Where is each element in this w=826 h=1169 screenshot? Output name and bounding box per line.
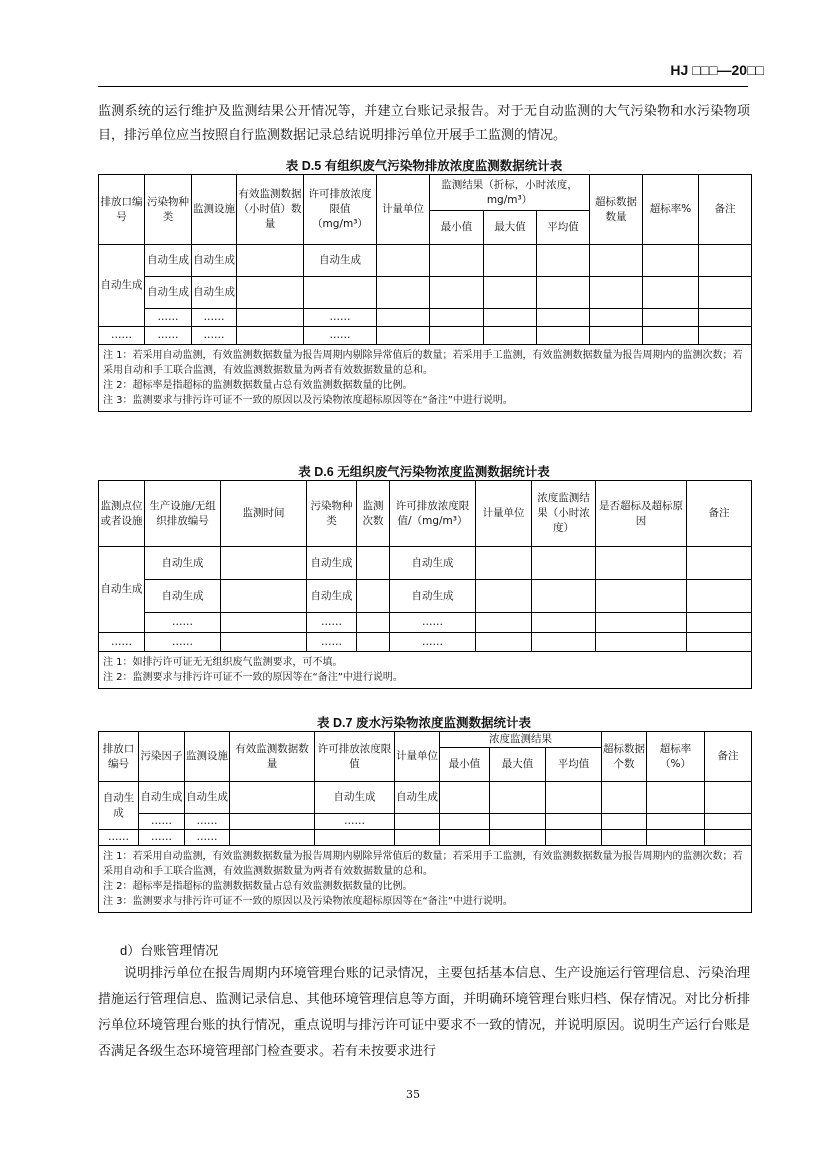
d5-cell-auto: 自动生成 [304,245,377,277]
d7-header-unit: 计量单位 [395,732,440,782]
d5-cell-ellipsis: …… [99,327,145,345]
table-row [99,633,752,652]
d7-header-min: 最小值 [440,748,490,782]
d5-cell-ellipsis: …… [192,327,237,345]
d6-header-unit: 计量单位 [476,481,532,547]
d5-cell-ellipsis: …… [145,309,192,327]
standard-code: HJ □□□—20□□ [670,62,764,78]
section-d-title: d）台账管理情况 [120,943,219,958]
d7-cell-ellipsis: …… [315,814,395,830]
d7-cell-ellipsis: …… [99,830,139,846]
d5-header-result: 监测结果（折标，小时浓度，mg/m³） [430,175,590,211]
d5-header-valid-count: 有效监测数据（小时值）数量 [237,175,304,245]
d6-cell-auto: 自动生成 [145,547,221,580]
d5-header-remark: 备注 [699,175,752,245]
d7-header-pollutant: 污染因子 [139,732,185,782]
d6-cell-ellipsis: …… [307,633,357,652]
d7-header-max: 最大值 [490,748,546,782]
d6-header-exceed: 是否超标及超标原因 [596,481,687,547]
d5-header-avg: 平均值 [537,211,590,245]
d7-header-exceed-count: 超标数据个数 [602,732,647,782]
d6-cell-ellipsis: …… [145,613,221,633]
d6-header-location: 监测点位或者设施 [99,481,145,547]
d5-cell-ellipsis: …… [304,327,377,345]
d7-note-2: 注 2：超标率是指超标的监测数据数量占总有效监测数据数量的比例。 [103,881,413,892]
d6-cell-ellipsis: …… [390,613,476,633]
table-row [99,309,752,327]
table-row [99,580,752,613]
header-rule [98,86,748,87]
d5-cell-ellipsis: …… [192,309,237,327]
d6-cell-auto: 自动生成 [390,580,476,613]
d6-header-time: 监测时间 [221,481,307,547]
d7-cell-auto: 自动生成 [395,782,440,814]
table-row [99,830,752,846]
d6-header-facility-no: 生产设施/无组织排放编号 [145,481,221,547]
d7-cell-auto: 自动生成 [185,782,230,814]
table-row [99,245,752,277]
d6-cell-auto: 自动生成 [307,547,357,580]
d7-cell-ellipsis: …… [139,814,185,830]
d6-header-limit: 许可排放浓度限值/（mg/m³） [390,481,476,547]
d6-cell-auto: 自动生成 [307,580,357,613]
d6-cell-ellipsis: …… [390,633,476,652]
d6-note-2: 注 2：监测要求与排污许可证不一致的原因等在“备注”中进行说明。 [103,672,403,683]
table-row [99,814,752,830]
d7-header-outlet: 排放口编号 [99,732,139,782]
d5-header-unit: 计量单位 [377,175,430,245]
d7-header-exceed-rate: 超标率（%） [647,732,705,782]
d6-cell-ellipsis: …… [307,613,357,633]
table-d7 [98,731,752,913]
d5-header-exceed-rate: 超标率% [643,175,699,245]
d6-cell-ellipsis: …… [145,633,221,652]
d5-header-min: 最小值 [430,211,484,245]
intro-paragraph: 监测系统的运行维护及监测结果公开情况等，并建立台账记录报告。对于无自动监测的大气污染物和水污染物项目，排污单位应当按照自行监测数据记录总结说明排污单位开展手工监测的情况。 [98,104,750,143]
d5-cell-auto: 自动生成 [145,245,192,277]
d7-note-3: 注 3：监测要求与排污许可证不一致的原因以及污染物浓度超标原因等在“备注”中进行说明。 [103,896,513,907]
d5-note-3: 注 3：监测要求与排污许可证不一致的原因以及污染物浓度超标原因等在“备注”中进行说明。 [103,395,513,406]
d6-cell-auto: 自动生成 [145,580,221,613]
d7-header-remark: 备注 [705,732,752,782]
table-d5-caption: 表 D.5 有组织废气污染物排放浓度监测数据统计表 [285,159,563,173]
d5-cell-ellipsis: …… [145,327,192,345]
d6-note-1: 注 1：如排污许可证无无组织废气监测要求，可不填。 [103,657,343,668]
d5-cell-auto: 自动生成 [192,277,237,309]
table-d5 [98,174,752,412]
d6-header-result: 浓度监测结果（小时浓度） [532,481,596,547]
d5-header-pollutant: 污染物种类 [145,175,192,245]
d7-header-avg: 平均值 [546,748,602,782]
table-row [99,327,752,345]
d5-header-max: 最大值 [484,211,537,245]
page-number: 35 [406,1088,420,1101]
d6-header-remark: 备注 [687,481,752,547]
table-row [99,277,752,309]
d5-notes [99,345,752,412]
d5-cell-auto: 自动生成 [145,277,192,309]
d7-note-1: 注 1：若采用自动监测，有效监测数据数量为报告周期内剔除异常值后的数量；若采用手工监测，有效监测数据数量为报告周期内的监测次数；若采用自动和手工联合监测，有效监测数据数量为两者有效数据数量的总和。 [103,851,743,877]
d5-note-2: 注 2：超标率是指超标的监测数据数量占总有效监测数据数量的比例。 [103,380,413,391]
d7-header-valid-count: 有效监测数据数量 [230,732,315,782]
d6-header-times: 监测次数 [357,481,390,547]
d7-cell-ellipsis: …… [139,830,185,846]
d7-header-facility: 监测设施 [185,732,230,782]
d7-header-limit: 许可排放浓度限值 [315,732,395,782]
d7-header-result: 浓度监测结果 [440,732,602,748]
d6-cell-location-auto: 自动生成 [99,547,145,633]
d7-cell-ellipsis: …… [185,814,230,830]
table-row [99,782,752,814]
d5-cell-ellipsis: …… [304,309,377,327]
d5-cell-outlet-auto: 自动生成 [99,245,145,327]
table-row [99,547,752,580]
d7-cell-ellipsis: …… [185,830,230,846]
d7-cell-auto: 自动生成 [315,782,395,814]
d7-notes [99,846,752,913]
table-d6 [98,480,752,689]
d6-cell-auto: 自动生成 [390,547,476,580]
d5-header-facility: 监测设施 [192,175,237,245]
d6-header-pollutant: 污染物种类 [307,481,357,547]
d6-notes [99,652,752,689]
table-d7-caption: 表 D.7 废水污染物浓度监测数据统计表 [317,716,531,730]
d7-cell-outlet-auto: 自动生成 [99,782,139,830]
section-d-paragraph: 说明排污单位在报告周期内环境管理台账的记录情况，主要包括基本信息、生产设施运行管理信息、污染治理措施运行管理信息、监测记录信息、其他环境管理信息等方面，并明确环境管理台账归档、保存情况。对比分析排污单位环境管理台账的执行情况，重点说明与排污许可证中要求不一致的情况，并说明原因。说明生产运行台账是否满足各级生态环境管理部门检查要求。若有未按要求进行 [98,966,750,1059]
d5-header-exceed-count: 超标数据数量 [590,175,643,245]
d5-header-outlet: 排放口编号 [99,175,145,245]
d5-cell-auto: 自动生成 [192,245,237,277]
table-row [99,613,752,633]
d6-cell-ellipsis: …… [99,633,145,652]
d5-header-limit: 许可排放浓度限值（mg/m³） [304,175,377,245]
table-d6-caption: 表 D.6 无组织废气污染物浓度监测数据统计表 [298,465,550,479]
d7-cell-auto: 自动生成 [139,782,185,814]
d5-note-1: 注 1：若采用自动监测，有效监测数据数量为报告周期内剔除异常值后的数量；若采用手工监测，有效监测数据数量为报告周期内的监测次数；若采用自动和手工联合监测，有效监测数据数量为两者有效数据数量的总和。 [103,350,743,376]
